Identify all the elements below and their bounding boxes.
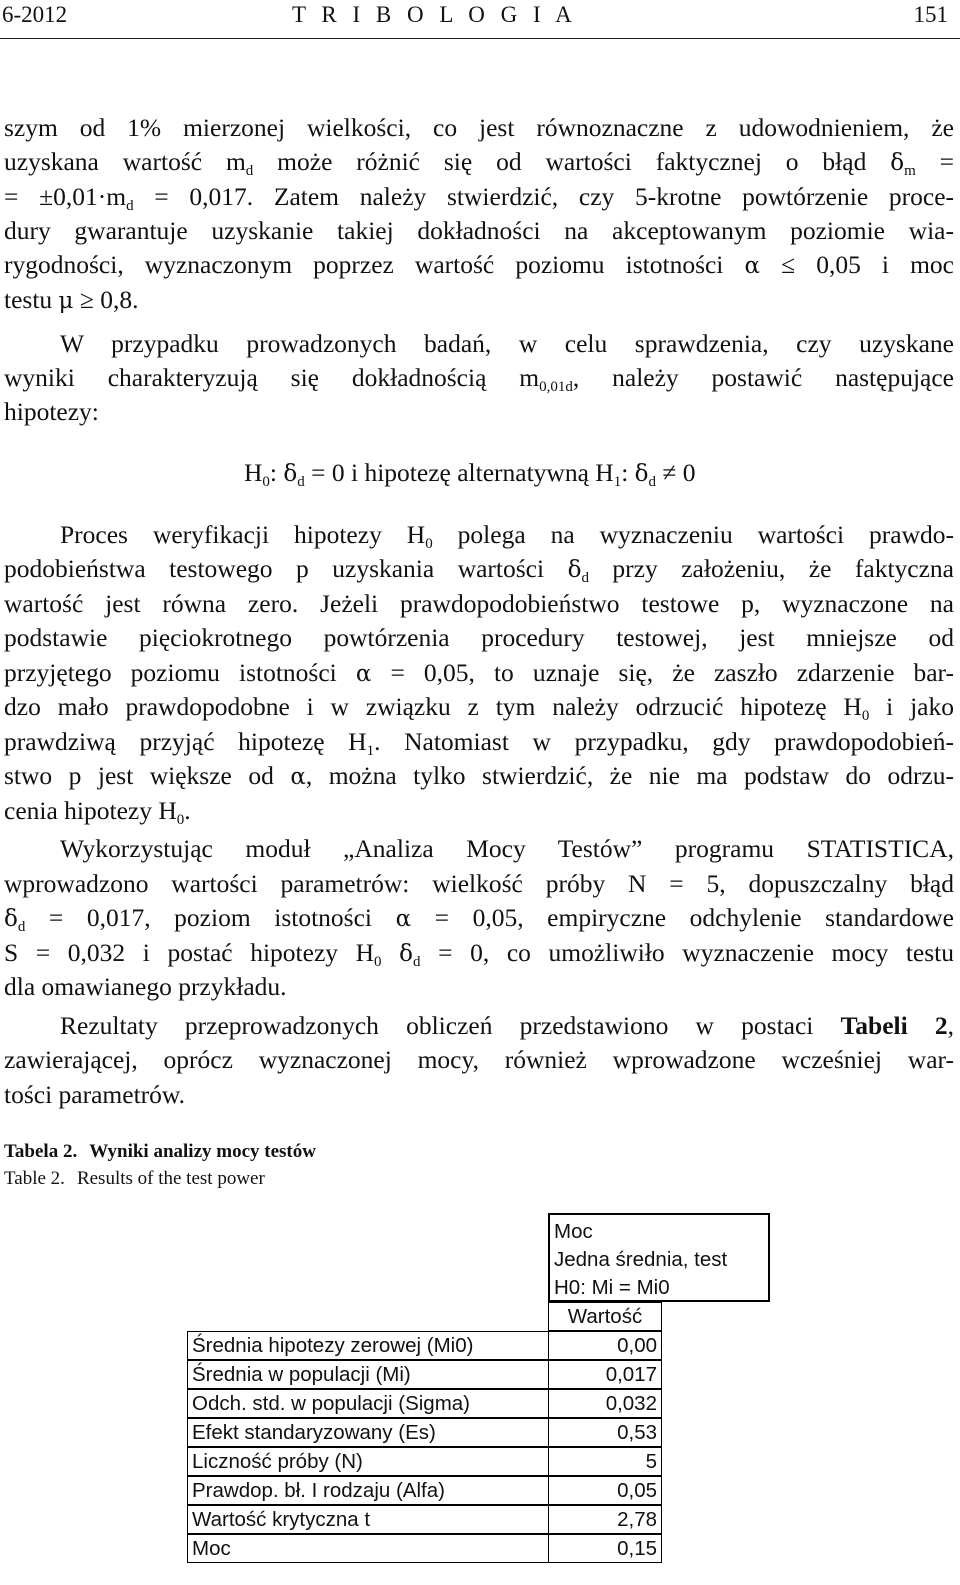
table-row-value: 0,032 — [548, 1389, 662, 1418]
table-row-value: 5 — [548, 1447, 662, 1476]
text-line: stwo p jest większe od α, można tylko stwierdzić, że nie ma podstaw do odrzu- — [4, 761, 954, 790]
table-row-value: 2,78 — [548, 1505, 662, 1534]
text-line: wyniki charakteryzują się dokładnością $m_{0,01d}$, należy postawić następujące — [4, 363, 954, 395]
table-row-value: 0,05 — [548, 1476, 662, 1505]
text-line: rygodności, wyznaczonym poprzez wartość poziomu istotności α ≤ 0,05 i moc — [4, 250, 954, 279]
caption-title: Wyniki analizy mocy testów — [89, 1141, 316, 1162]
table-reference: Tabeli 2 — [840, 1011, 948, 1040]
text-line: prawdziwą przyjąć hipotezę $H_1$. Natomiast w przypadku, gdy prawdopodobień- — [4, 727, 954, 759]
text-line: $\delta_d = 0,017$, poziom istotności α = 0,05, empiryczne odchylenie standardowe — [4, 903, 954, 935]
text-line: dury gwarantuje uzyskanie takiej dokładności na akceptowanym poziomie wia- — [4, 216, 954, 245]
text-line: cenia hipotezy $H_0$. — [4, 796, 191, 828]
table-row-label: Prawdop. bł. I rodzaju (Alfa) — [187, 1476, 549, 1505]
table-row-label: Moc — [187, 1534, 549, 1563]
text-line: dzo mało prawdopodobne i w związku z tym należy odrzucić hipotezę $H_0$ i jako — [4, 692, 954, 724]
text-line: podobieństwa testowego p uzyskania wartości $\delta_d$ przy założeniu, że faktyczna — [4, 554, 954, 586]
table-row-label: Efekt standaryzowany (Es) — [187, 1418, 549, 1447]
journal-title: T R I B O L O G I A — [292, 2, 577, 27]
table-row-value: 0,53 — [548, 1418, 662, 1447]
table-row-label: Odch. std. w populacji (Sigma) — [187, 1389, 549, 1418]
caption-number: Table 2. — [4, 1168, 65, 1189]
table-row-label: Średnia hipotezy zerowej (Mi0) — [187, 1331, 549, 1360]
text-line: podstawie pięciokrotnego powtórzenia procedury testowej, jest mniejsze od — [4, 623, 954, 652]
text-line: = $\pm 0,01\cdot m_d = 0,017$. Zatem należy stwierdzić, czy 5-krotne powtórzenie proce- — [4, 182, 955, 214]
text-line: hipotezy: — [4, 397, 99, 426]
page-number: 151 — [913, 2, 948, 27]
table-header-line: Jedna średnia, test — [554, 1248, 728, 1271]
text-line: szym od 1% mierzonej wielkości, co jest równoznaczne z udowodnieniem, że — [4, 113, 954, 142]
value-column-header: Wartość — [548, 1302, 662, 1331]
text-line: tości parametrów. — [4, 1080, 186, 1109]
table-row-value: 0,15 — [548, 1534, 662, 1563]
text-line: S = 0,032 i postać hipotezy $H_0$ $\delta_d = 0$, co umożliwiło wyznaczenie mocy testu — [4, 938, 954, 970]
table-header-line: Moc — [554, 1220, 593, 1243]
text-line: wprowadzono wartości parametrów: wielkość próby N = 5, dopuszczalny błąd — [4, 869, 954, 898]
table-header-box — [548, 1213, 770, 1302]
text-line: dla omawianego przykładu. — [4, 972, 287, 1001]
table-row-label: Wartość krytyczna t — [187, 1505, 549, 1534]
table-header-line: H0: Mi = Mi0 — [554, 1276, 670, 1299]
table-row-value: 0,00 — [548, 1331, 662, 1360]
text-line: uzyskana wartość $m_d$ może różnić się od wartości faktycznej o błąd $\delta_m$ = — [4, 147, 954, 179]
table-row-label: Średnia w populacji (Mi) — [187, 1360, 549, 1389]
table-row-label: Liczność próby (N) — [187, 1447, 549, 1476]
table-row-value: 0,017 — [548, 1360, 662, 1389]
text-line: Rezultaty przeprowadzonych obliczeń przedstawiono w postaci Tabeli 2, — [60, 1011, 954, 1040]
text-line: przyjętego poziomu istotności α = 0,05, to uznaje się, że zaszło zdarzenie bar- — [4, 658, 955, 687]
text-line: Wykorzystując moduł „Analiza Mocy Testów” programu STATISTICA, — [60, 834, 954, 863]
issue-number: 6-2012 — [2, 2, 68, 27]
text-line: W przypadku prowadzonych badań, w celu sprawdzenia, czy uzyskane — [60, 329, 954, 358]
caption-title: Results of the test power — [76, 1168, 265, 1189]
text-line: Proces weryfikacji hipotezy $H_0$ polega na wyznaczeniu wartości prawdo- — [60, 520, 955, 552]
text-line: zawierającej, oprócz wyznaczonej mocy, również wprowadzone wcześniej war- — [4, 1045, 954, 1074]
text-line: wartość jest równa zero. Jeżeli prawdopodobieństwo testowe p, wyznaczone na — [4, 589, 954, 618]
hypothesis-equation: $H_0$: $\delta_d = 0$ i hipotezę alternatywną $H_1$: $\delta_d \ne 0$ — [244, 458, 696, 490]
caption-number: Tabela 2. — [4, 1141, 78, 1162]
text-line: testu μ ≥ 0,8. — [4, 285, 139, 314]
